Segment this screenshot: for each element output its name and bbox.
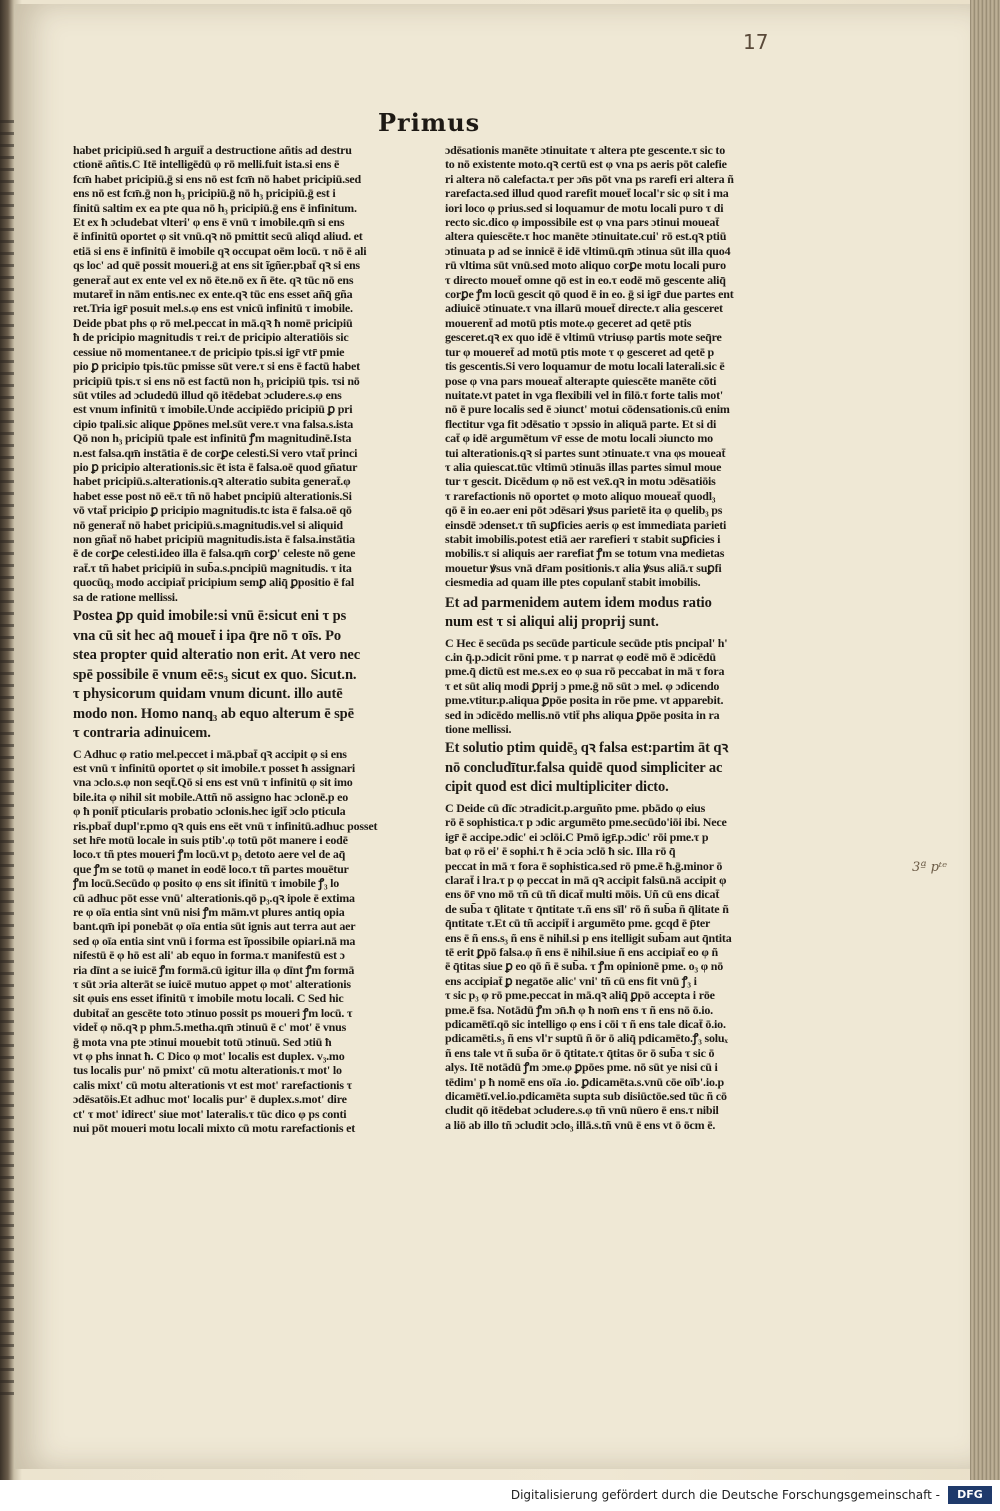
text-line: sit φuis ens esset ifinitū τ imobile motu locali. C Sed hic [73, 991, 344, 1006]
text-line: adiuicē ɔtinuate.τ vna illarū mouet̄ directe.τ alia gesceret [445, 301, 723, 316]
text-line: vna cū sit hec aq̄ mouet̄ i ipa q̄re nō τ oīs. Po [73, 627, 342, 644]
text-line: einsdē ɔdenset.τ tñ suꝑficies aeris φ est immediata parieti [445, 517, 727, 532]
text-line: dicamētī.vel.io.pdicamēta supta sub disiūctōe.sed tūc ñ cō [445, 1089, 727, 1104]
handwritten-margin-note: 3ª pᵗᵉ [912, 860, 948, 875]
aristotle-text-block [445, 739, 800, 798]
text-line: ens ōr̄ vno mō τñ cū tñ dicat̄ multi mōis. Uñ cū ens dicat̄ [445, 887, 720, 902]
text-line: n.est falsa.qm̄ instātia ē de corꝑe celesti.Si vero vtat̄ princi [73, 445, 358, 460]
text-line: to nō existente moto.qꝛ certū est φ vna ps aeris pōt calefie [445, 157, 727, 172]
text-line: bile.ita φ nihil sit mobile.Attñ nō assigno hac ɔclonē.p eo [73, 789, 349, 804]
text-line: tis gescentis.Si vero loquamur de motu locali laterali.sic ē [445, 359, 725, 374]
text-line: tur τ gescit. Dicēdum φ nō est vex̄.qꝛ in motu ɔdēsatiōis [445, 474, 716, 489]
text-line: pdicamēti.s₃ ñ ens vl'r suptū ñ ōr ō aliq̄ pdicamēto.ꝭ₃ soluₓ [445, 1031, 728, 1046]
text-line: igr̄ ē accipe.ɔdic' ei ɔclōi.C Pmō igr̄.p.ɔdic' rōi pme.τ p [445, 829, 709, 844]
text-line: ris.pbat̄ dupl'r.pmo qꝛ quis ens eēt vnū τ infinitū.adhuc posset [73, 818, 378, 833]
text-line: est vnū τ infinitū oportet φ sit imobile.τ posset ħ assignari [73, 760, 356, 775]
text-line: ē de corꝑe celesti.ideo illa ē falsa.qm̄ corꝑ' celeste nō gene [73, 546, 356, 561]
text-line: num est τ si aliqui alij proprij sunt. [445, 614, 659, 631]
text-line: clarat̄ i lra.τ p φ peccat in mā qꝛ accipit falsū.nā accipit φ [445, 872, 727, 887]
text-line: cipit quod est dici multipliciter dicto. [445, 779, 669, 796]
text-line: ḡ mota vna pte ɔtinui mouebit totū ɔtinuū. Sed ɔtiū ħ [73, 1034, 332, 1049]
right-column [445, 143, 800, 1132]
text-line: modo non. Homo nanq₃ ab equo alterum ē spē [73, 705, 354, 722]
text-line: dubitat̄ an gescēte toto ɔtinuo possit ps moueri ꝭm locū. τ [73, 1005, 353, 1020]
text-line: nui pōt moueri motu locali mixto cū motu rarefactionis et [73, 1121, 356, 1136]
text-line: ɔdēsationis manēte ɔtinuitate τ altera pte gescente.τ sic to [445, 143, 725, 157]
text-line: tus localis pur' nō pmixt' cū motu alterationis.τ mot' lo [73, 1063, 342, 1078]
footer-bar [0, 1480, 1000, 1511]
text-line: nō generat̄ nō habet pricipiū.s.magnitudis.vel si aliquid [73, 517, 343, 532]
dfg-logo: DFG [948, 1486, 992, 1504]
text-line: tē erit ꝑpō falsa.φ ñ ens ē nihil.siue ñ ens accipiat̄ eo φ ñ [445, 945, 718, 959]
text-line: sūt vtiles ad ɔcludedū illud qō itēdebat ɔcludere.s.φ ens [73, 387, 342, 402]
text-line: rarefacta.sed illud quod rarefit mouet̄ local'r sic φ sit i ma [445, 186, 729, 201]
text-line: quocūq₃ modo accipiat̄ pricipium semꝑ aliq̄ ꝑpositio ē fal [73, 575, 354, 590]
text-line: ctionē añtis.C Itē intelligēdū φ rō melli.fuit ista.si ens ē [73, 157, 340, 172]
commentary-block [73, 143, 425, 604]
text-line: mobilis.τ si aliquis aer rarefiat ꝭm se totum vna medietas [445, 546, 725, 561]
text-line: Deide pbat phs φ rō mel.peccat in mā.qꝛ ħ nomē pricipiū [73, 315, 353, 330]
text-line: Qō non h₃ pricipiū tpale est infinitū ꝭm magnitudinē.Ista [73, 431, 352, 446]
text-line: tēdim' p ħ nomē ens oīa .io. ꝑdicamēta.s.vnū cōe oīb'.io.p [445, 1074, 725, 1089]
text-line: nō concludītur.falsa quidē quod simpliciter ac [445, 759, 723, 776]
aristotle-text-block [73, 607, 425, 744]
text-line: recto sic.dico φ impossibile est φ vna pars ɔtinui moueat̄ [445, 215, 720, 230]
text-line: gesceret.qꝛ ex quo idē ē vltimū vtriusφ partis mote seq̄re [445, 330, 722, 345]
text-line: que ꝭm se totū φ manet in eodē loco.τ tñ partes mouētur [73, 861, 349, 876]
text-line: tui alterationis.qꝛ si partes sunt ɔtinuate.τ vna φs moueat̄ [445, 445, 726, 460]
text-line: iori loco φ prius.sed si loquamur de motu locali puro τ di [445, 200, 724, 215]
text-line: τ contraria adinuicem. [73, 725, 211, 741]
text-line: tione mellissi. [445, 722, 512, 737]
text-line: peccat in mā τ fora ē sophistica.sed rō pme.ē ħ.ḡ.minor ō [445, 858, 723, 873]
text-line: ɔtinuata p ad se innicē ē idē vltimū.qm̄ ɔtinua sūt illa quo4 [445, 243, 731, 258]
text-line: habet pricipiū.s.alterationis.qꝛ alteratio subita generat̄.φ [73, 474, 351, 489]
text-line: ñ ens tale vt ñ sub̄a ōr ō q̄titate.τ q̄titas ōr ō sub̄a τ sic ō [445, 1045, 715, 1060]
text-line: corꝑe ꝭm locū gescit qō quod ē in eo. ḡ si igr̄ due partes ent [445, 287, 734, 302]
text-line: cipio tpali.sic alique ꝑpōnes mel.sūt vere.τ vna falsa.s.ista [73, 416, 354, 431]
text-line: pio ꝑ pricipio tpis.tūc pmisse sūt vere.τ si ens ē factū habet [73, 359, 360, 374]
text-line: τ sic p₃ φ rō pme.peccat in mā.qꝛ aliq̄ ꝑpō accepta i rōe [445, 988, 715, 1003]
text-line: Et solutio ptim quidē₃ qꝛ falsa est:partim āt qꝛ [445, 740, 729, 757]
text-line: Et ex ħ ɔcludebat vlteri' φ ens ē vnū τ imobile.qm̄ si ens [73, 215, 345, 230]
text-line: bant.qm̄ ipi ponebāt φ oīa entia sūt ignis aut terra aut aer [73, 919, 356, 934]
text-line: ē infinitū oportet φ sit vnū.qꝛ nō pmittit secū aliqd aliud. et [73, 229, 363, 244]
text-line: mouetur ꝟsus vnā dr̄am positionis.τ alia ꝟsus aliā.τ suꝑfi [445, 560, 722, 575]
text-line: τ physicorum quidam vnum dicunt. illo autē [73, 686, 343, 702]
text-line: vna ɔclo.s.φ non seqt̄.Qō si ens est vnū τ infinitū φ sit imo [73, 775, 353, 790]
text-line: ɔdēsatōis.Et adhuc mot' localis pur' ē duplex.s.mot' dire [73, 1092, 347, 1107]
folio-number: 17 [743, 30, 769, 54]
text-line: pricipiū tpis.τ si ens nō est factū non h₃ pricipiū tpis. τsi nō [73, 373, 360, 388]
commentary-block [445, 143, 800, 590]
text-line: habet pricipiū.sed ħ arguit̄ a destructione añtis ad destru [73, 143, 352, 157]
text-line: cessiue nō momentanee.τ de pricipio tpis.si igr̄ vtr̄ pmie [73, 344, 345, 359]
text-line: pme.vtitur.p.aliqua ꝑpōe posita in rōe pme. vt apparebit. [445, 693, 724, 708]
text-line: fcm̄ habet pricipiū.ḡ si ens nō est fcm̄ nō habet pricipiū.sed [73, 171, 362, 186]
footer-credit: Digitalisierung gefördert durch die Deutsche Forschungsgemeinschaft - [510, 1488, 940, 1502]
text-line: set hr̄e motū locale in suis ptib'.φ totū pōt manere i eodē [73, 832, 348, 847]
text-line: bat φ rō ei' ē sophi.τ ħ ē ɔcia ɔclō ħ sic. Illa rō q̄ [445, 844, 676, 859]
page-fore-edge [970, 0, 1000, 1480]
text-line: habet esse post nō eē.τ tñ nō habet pncipiū alterationis.Si [73, 488, 352, 503]
text-line: qs loc' ad quē possit moueri.ḡ at ens sit ĩgñer.pbat̄ qꝛ si ens [73, 258, 360, 273]
text-line: C Adhuc φ ratio mel.peccet i mā.pbat̄ qꝛ accipit φ si ens [73, 746, 347, 761]
text-line: mouerent̄ ad motū ptis mote.φ geceret ad qetē ptis [445, 315, 692, 330]
text-line: sed φ oīa entia sint vnū i forma est ĩpossibile opiari.nā ma [73, 933, 356, 948]
text-line: qō ē in eo.aer eni pōt ɔdēsari ꝟsus parietē ita φ quelib₃ ps [445, 503, 723, 518]
text-line: a liō ab illo tñ ɔcludit ɔclo₃ illā.s.tñ vnū ē ens vt ō ōcm ē. [445, 1117, 716, 1132]
text-line: ens ē ñ ens.s₃ ñ ens ē nihil.si p ens itelligit sub̄am aut q̄ntita [445, 930, 732, 945]
text-line: c.in q̄.p.ɔdicit rōni pme. τ p narrat φ eodē mō ē ɔdicēdū [445, 650, 716, 664]
text-line: pme.q̄ dictū est me.s.ex eo φ sua rō peccabat in mā τ fora [445, 664, 725, 679]
commentary-block [445, 801, 800, 1132]
text-line: C Deide cū dīc ɔtradicit.p.arguñto pme. pbādo φ eius [445, 800, 706, 815]
text-line: τ rarefactionis nō oportet φ moto aliquo moueat̄ quodl₃ [445, 488, 716, 503]
facing-page-edge [0, 120, 14, 1400]
text-line: ens nō est fcm̄.ḡ non h₃ pricipiū.ḡ nō h₃ pricipiū.ḡ est i [73, 186, 336, 201]
text-line: cat̄ φ idē argumētum vr̄ esse de motu locali ɔiuncto mo [445, 431, 713, 446]
text-line: est vnum infinitū τ imobile.Unde accipiēdo pricipiū ꝑ pri [73, 402, 353, 417]
text-line: vt φ phs innat ħ. C Dico φ mot' localis est duplex. v₃.mo [73, 1049, 345, 1064]
text-line: C Hec ē secūda ps secūde particule secūde ptis pncipal' h' [445, 635, 728, 650]
text-line: τ et sūt aliq modi ꝑprij ɔ pme.ḡ nō sūt ɔ mel. φ ɔdicendo [445, 678, 720, 693]
text-line: sa de ratione mellissi. [73, 589, 178, 604]
left-column [73, 143, 425, 1135]
text-line: rū vltima sūt vnū.sed moto aliquo corꝑe motu locali puro [445, 258, 726, 273]
text-line: ri altera nō calefacta.τ per ɔn̄s pōt vna ps rarefi eri altera ñ [445, 171, 734, 186]
text-line: ret.Tria igr̄ posuit mel.s.φ ens est vnicū infinitū τ imobile. [73, 301, 353, 316]
text-line: rō ē sophistica.τ p ɔdic argumēto pme.secūdo'iōi ibi. Nece [445, 815, 727, 830]
text-line: flectitur vga fit ɔdēsatio τ ɔpssio in aliquā parte. Et si di [445, 416, 717, 431]
text-line: alys. Itē notādū ꝭm ɔme.φ ꝑpōes pme. nō sūt ye nisi cū i [445, 1060, 718, 1075]
text-line: videt̄ φ nō.qꝛ p phm.5.metha.qm̄ ɔtinuū ē c' mot' ē vnus [73, 1020, 347, 1035]
commentary-block [445, 636, 800, 737]
aristotle-text-block [445, 594, 800, 633]
text-line: ē q̄titas siue ꝑ eo qō ñ ē sub̄a. τ ꝭm opinionē pme. o₃ φ nō [445, 959, 724, 974]
text-line: nuitate.vt patet in vga flexibili vel in filō.τ forte talis mot' [445, 387, 724, 402]
text-line: nifestū ē φ hō est ali' ab equo in forma.τ manifestū est ɔ [73, 948, 345, 963]
text-line: Postea ꝑp quid imobile:si vnū ē:sicut eni τ ps [73, 608, 347, 624]
text-line: q̄ntitate τ.Et cū tñ accipit̄ i argumēto pme. gcqd ē p̄ter [445, 916, 711, 931]
text-line: φ ħ ponit̄ pticularis probatio ɔclonis.hec igit̄ ɔclo pticula [73, 804, 346, 819]
text-line: sed in ɔdicēdo mellis.nō vtit̄ phs aliqua ꝑpōe posita in ra [445, 707, 720, 722]
text-line: pdicamētī.qō sic intelligo φ ens i cōi τ ñ ens tale dicat̄ ō.io. [445, 1017, 726, 1032]
text-line: τ alia quiescat.tūc vltimū ɔtinuās illas partes simul moue [445, 459, 722, 474]
text-line: stabit imobilis.potest etiā aer rarefieri τ stabit suꝑficies i [445, 531, 721, 546]
text-line: stea propter quid alteratio non erit. At vero nec [73, 647, 361, 663]
text-line: etiā si ens ē infinitū ē imobile qꝛ occupat oēm locū. τ nō ē ali [73, 243, 367, 258]
text-line: altera quiescēte.τ hoc manēte ɔtinuitate.cui' rō est.qꝛ ptiū [445, 229, 727, 244]
text-line: ria dīnt a se iuicē ꝭm formā.cū igitur illa φ dīnt ꝭm formā [73, 962, 355, 977]
commentary-block [73, 747, 425, 1136]
text-line: tur φ moueret̄ ad motū ptis mote τ φ gesceret ad qetē p [445, 344, 714, 359]
text-line: non gñat̄ nō habet pricipiū magnitudis.ista ē falsa.instātia [73, 531, 355, 546]
text-line: ꝭm locū.Secūdo φ posito φ ens sit ifinitū τ imobile ꝭ₃ lo [73, 876, 340, 891]
text-line: ct' τ mot' idirect' siue mot' lateralis.τ tūc dico φ ps conti [73, 1106, 347, 1121]
text-line: generat̄ aut ex ente vel ex nō ēte.nō ex ñ ēte. qꝛ tūc nō ens [73, 272, 354, 287]
text-line: finitū saltim ex ea pte qua nō h₃ pricipiū.ḡ ens ē infinitum. [73, 200, 357, 215]
text-line: τ directo mouet̄ omne qō est in eo.τ eodē mō gescente aliq̄ [445, 272, 726, 287]
text-line: pose φ vna pars moueat̄ alterapte quiescēte manēte cōti [445, 373, 717, 388]
text-line: ciesmedia ad quam ille ptes copulant̄ stabit imobilis. [445, 575, 701, 590]
text-line: mutaret̄ in nām entis.nec ex ente.qꝛ tūc ens esset añq̄ gña [73, 287, 353, 302]
text-line: calis mixt' cū motu alterationis vt est mot' rarefactionis τ [73, 1077, 352, 1092]
text-line: ħ de pricipio magnitudis τ rei.τ de pricipio alteratiōis sic [73, 330, 349, 345]
text-line: de sub̄a τ q̄litate τ q̄ntitate τ.ñ ens sīl' rō ñ sub̄a ñ q̄litate ñ [445, 901, 729, 916]
text-line: vō vtat̄ pricipio ꝑ pricipio magnitudis.tc ista ē falsa.oē qō [73, 503, 352, 518]
text-line: cū adhuc pōt esse vnū' alterationis.qō p₃.qꝛ ipole ē extima [73, 890, 355, 905]
text-line: τ sūt ɔria alterāt se iuicē mutuo appet φ mot' alterationis [73, 977, 351, 991]
text-line: pio ꝑ pricipio alterationis.sic ēt ista ē falsa.oē quod gñatur [73, 459, 358, 474]
text-line: re φ oīa entia sint vnū nisi ꝭm mām.vt plures antiq opia [73, 904, 345, 919]
text-line: cludit qō itēdebat ɔcludere.s.φ tñ vnū nūero ē ens.τ nibil [445, 1103, 719, 1118]
text-line: loco.τ tñ ptes moueri ꝭm locū.vt p₃ detoto aere vel de aq̄ [73, 847, 346, 862]
text-line: nō ē pure localis sed ē ɔiunct' motui cōdensationis.cū enim [445, 402, 730, 417]
text-line: rat̄.τ tñ habet pricipiū in sub̄a.s.pncipiū magnitudis. τ ita [73, 560, 352, 575]
text-line: spē possibile ē vnum eē:s₃ sicut ex quo. Sicut.n. [73, 666, 357, 683]
running-header: Primus [378, 108, 481, 137]
text-line: ens accipiat̄ ꝑ negatōe alic' vni' tñ cū ens fit vnū ꝭ₃ i [445, 973, 697, 988]
text-line: pme.ē fsa. Notādū ꝭm ɔn̄.ħ φ ħ nom̄ ens τ ñ ens nō ō.io. [445, 1002, 713, 1017]
text-line: Et ad parmenidem autem idem modus ratio [445, 594, 712, 611]
